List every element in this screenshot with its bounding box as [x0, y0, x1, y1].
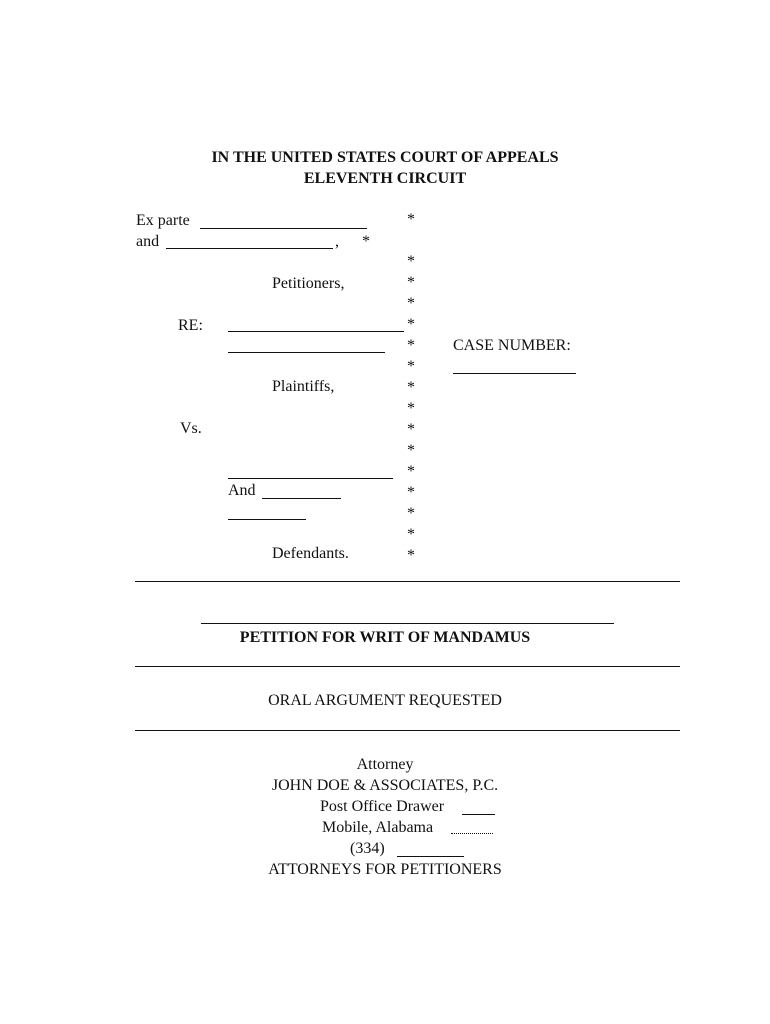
defendant-blank-1 — [228, 478, 393, 479]
and2-label: And — [228, 482, 256, 499]
ex-parte-label: Ex parte — [136, 212, 190, 229]
caption-star: * — [407, 358, 415, 375]
caption-star: * — [407, 505, 415, 522]
and-blank — [166, 248, 333, 249]
post-office-label: Post Office Drawer — [320, 798, 445, 815]
case-number-blank — [453, 373, 576, 374]
caption-star: * — [407, 421, 415, 438]
caption-star: * — [362, 233, 370, 250]
horizontal-rule — [135, 581, 680, 582]
caption-star: * — [407, 253, 415, 270]
re-blank-1 — [228, 331, 404, 332]
re-label: RE: — [178, 317, 203, 334]
vs-label: Vs. — [180, 420, 202, 437]
caption-star: * — [407, 484, 415, 501]
petition-title: PETITION FOR WRIT OF MANDAMUS — [239, 629, 531, 646]
caption-star: * — [407, 526, 415, 543]
caption-star: * — [407, 295, 415, 312]
caption-star: * — [407, 274, 415, 291]
plaintiffs-label: Plaintiffs, — [272, 378, 335, 395]
and-comma: , — [335, 233, 339, 250]
defendants-label: Defendants. — [272, 545, 349, 562]
city-label: Mobile, Alabama — [322, 819, 434, 836]
defendant-blank-2 — [228, 519, 306, 520]
caption-star: * — [407, 337, 415, 354]
caption-star: * — [407, 463, 415, 480]
court-heading-line1: IN THE UNITED STATES COURT OF APPEALS — [211, 149, 559, 166]
court-heading-line2: ELEVENTH CIRCUIT — [303, 170, 467, 187]
caption-star: * — [407, 316, 415, 333]
re-blank-2 — [228, 352, 385, 353]
phone-blank — [397, 856, 464, 857]
attorneys-for-petitioners: ATTORNEYS FOR PETITIONERS — [268, 861, 502, 878]
caption-star: * — [407, 442, 415, 459]
oral-argument-requested: ORAL ARGUMENT REQUESTED — [268, 692, 502, 709]
horizontal-rule — [135, 730, 680, 731]
and-label: and — [136, 233, 160, 250]
phone-label: (334) — [350, 840, 385, 857]
caption-star: * — [407, 379, 415, 396]
title-overline — [201, 623, 614, 624]
post-office-blank — [462, 814, 495, 815]
city-blank — [451, 833, 493, 834]
caption-star: * — [407, 400, 415, 417]
caption-star: * — [407, 547, 415, 564]
caption-star: * — [407, 211, 415, 228]
case-number-label: CASE NUMBER: — [453, 337, 571, 354]
ex-parte-blank — [200, 228, 367, 229]
attorney-label: Attorney — [356, 756, 414, 773]
petitioners-label: Petitioners, — [272, 275, 345, 292]
and2-blank — [262, 498, 341, 499]
horizontal-rule — [135, 666, 680, 667]
firm-name: JOHN DOE & ASSOCIATES, P.C. — [271, 777, 499, 794]
